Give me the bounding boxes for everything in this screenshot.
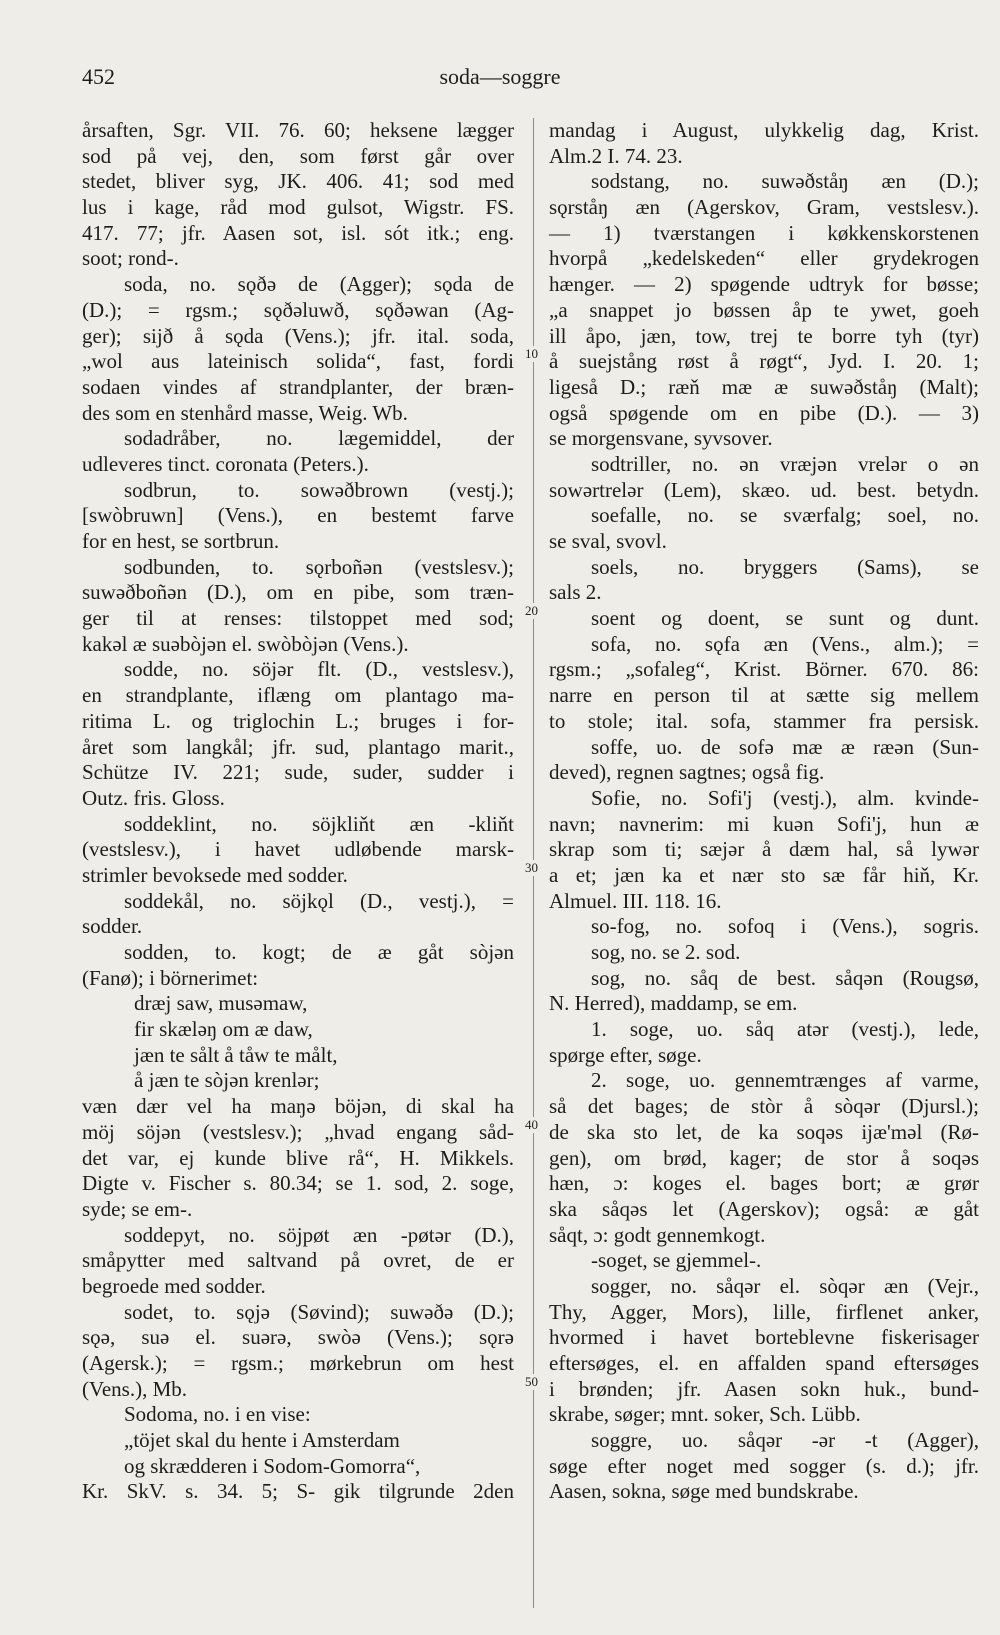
verse-line: å jæn te sòjən krenlər;	[134, 1068, 320, 1093]
left-column	[82, 118, 514, 1505]
text-line: „wol aus lateinisch solida“, fast, fordi	[82, 349, 514, 374]
entry-line: soels, no. bryggers (Sams), se	[591, 554, 979, 579]
text-line: se morgensvane, syvsover.	[549, 426, 773, 451]
text-line: stedet, bliver syg, JK. 406. 41; sod med	[82, 169, 514, 194]
text-line: det var, ej kunde blive rå“, H. Mikkels.	[82, 1145, 514, 1170]
entry-line: sodde, no. söjər flt. (D., vestslesv.),	[124, 657, 514, 682]
text-line: (vestslesv.), i havet udløbende marsk-	[82, 837, 514, 862]
text-line: sǫə, suə el. suərə, swòə (Vens.); sǫrə	[82, 1325, 514, 1350]
page-number: 452	[82, 64, 115, 89]
entry-line: sodden, to. kogt; de æ gåt sòjən	[124, 940, 514, 964]
running-head: soda—soggre	[439, 64, 561, 89]
text-line: sodaen vindes af strandplanter, der bræn-	[82, 374, 514, 399]
text-line: narre en person til at sætte sig mellem	[549, 683, 979, 708]
verse-line: væn dær vel ha maŋə böjən, di skal ha	[82, 1094, 514, 1119]
text-line: også spøgende om en pibe (D.). — 3)	[549, 400, 979, 425]
entry-line: sodbunden, to. sǫrboñən (vestslesv.);	[124, 554, 514, 579]
text-line: Kr. SkV. s. 34. 5; S- gik tilgrunde 2den	[82, 1479, 514, 1504]
entry-line: sofa, no. sǫfa æn (Vens., alm.); =	[591, 631, 979, 656]
entry-line: 2. soge, uo. gennemtrænges af varme,	[591, 1068, 979, 1093]
text-line: ritima L. og triglochin L.; bruges i for-	[82, 708, 514, 733]
text-line: a et; jæn ka et nær sto sæ får hiň, Kr.	[549, 862, 979, 887]
text-line: „a snappet jo bøssen åp te ywet, goeh	[549, 297, 979, 322]
text-line: eftersøges, el. en affalden spand eftersøges	[549, 1351, 979, 1375]
text-line: sowərtrelər (Lem), skæo. ud. best. betydn.	[549, 477, 979, 502]
text-line: Aasen, sokna, søge med bundskrabe.	[549, 1479, 859, 1504]
text-line: Thy, Agger, Mors), lille, firflenet anker,	[549, 1299, 979, 1324]
text-line: årsaften, Sgr. VII. 76. 60; heksene lægger	[82, 118, 514, 142]
text-line: syde; se em-.	[82, 1196, 193, 1221]
entry-line: Sofie, no. Sofi'j (vestj.), alm. kvinde-	[591, 785, 979, 810]
line-number: 10	[525, 346, 538, 361]
entry-line: soddeklint, no. söjkliňt æn -kliňt	[124, 811, 514, 836]
entry-line: sogger, no. såqər el. sòqər æn (Vejr.,	[591, 1273, 979, 1298]
text-line: 417. 77; jfr. Aasen sot, isl. sót itk.; eng.	[82, 220, 514, 245]
text-line: (Fanø); i börnerimet:	[82, 965, 259, 990]
entry-line: soggre, uo. såqər -ər -t (Agger),	[591, 1428, 979, 1453]
entry-line: soefalle, no. se sværfalg; soel, no.	[591, 503, 979, 528]
entry-line: 1. soge, uo. såq atər (vestj.), lede,	[591, 1017, 979, 1042]
entry-line: soffe, uo. de sofə mæ æ ræən (Sun-	[591, 734, 979, 759]
verse-line: dræj saw, musəmaw,	[134, 991, 308, 1016]
text-line: Schütze IV. 221; sude, suder, sudder i	[82, 760, 514, 785]
text-line: (Agersk.); = rgsm.; mørkebrun om hest	[82, 1351, 514, 1375]
verse-line: „töjet skal du hente i Amsterdam	[124, 1428, 400, 1453]
text-line: skrabe, søger; mnt. soker, Sch. Lübb.	[549, 1402, 861, 1427]
entry-line: sog, no. såq de best. såqən (Rougsø,	[591, 965, 979, 990]
text-line: spørge efter, søge.	[549, 1042, 702, 1067]
text-line: des som en stenhård masse, Weig. Wb.	[82, 400, 408, 425]
text-line: [swòbruwn] (Vens.), en bestemt farve	[82, 503, 514, 528]
verse-line: fir skæləŋ om æ daw,	[134, 1017, 313, 1042]
text-line: året som langkål; jfr. sud, plantago marit.,	[82, 734, 514, 759]
text-line: ger); sijð å sǫda (Vens.); jfr. ital. soda,	[82, 323, 514, 348]
entry-line: sodbrun, to. sowəðbrown (vestj.);	[124, 477, 514, 502]
entry-line: sodadråber, no. lægemiddel, der	[124, 426, 514, 451]
text-line: lus i kage, råd mod gulsot, Wigstr. FS.	[82, 195, 514, 220]
text-line: navn; navnerim: mi kuən Sofi'j, hun æ	[549, 811, 979, 836]
text-line: sodder.	[82, 914, 143, 939]
text-line: deved), regnen sagtnes; også fig.	[549, 760, 825, 785]
text-line: Digte v. Fischer s. 80.34; se 1. sod, 2. soge,	[82, 1171, 514, 1196]
entry-line: Sodoma, no. i en vise:	[124, 1402, 311, 1427]
line-number: 40	[525, 1117, 538, 1132]
verse-line: jæn te sålt å tåw te målt,	[134, 1042, 338, 1067]
text-line: ska såqəs let (Agerskov); også: æ gåt	[549, 1196, 979, 1221]
text-line: strimler bevoksede med sodder.	[82, 862, 348, 887]
text-line: i brønden; jfr. Aasen sokn huk., bund-	[549, 1376, 979, 1401]
line-number: 20	[525, 603, 538, 618]
entry-line: sog, no. se 2. sod.	[591, 940, 741, 964]
text-line: — 1) tværstangen i køkkenskorstenen	[549, 220, 979, 245]
text-line: Almuel. III. 118. 16.	[549, 888, 722, 913]
text-line: en strandplante, iflæng om plantago ma-	[82, 683, 514, 708]
text-line: ill åpo, jæn, tow, trej te borre tyh (tyr)	[549, 323, 979, 348]
text-line: suwəðboñən (D.), om en pibe, som træn-	[82, 580, 514, 605]
text-line: gen), om brød, kager; de stor å soqəs	[549, 1145, 979, 1170]
text-line: mandag i August, ulykkelig dag, Krist.	[549, 118, 979, 142]
text-line: sǫrståŋ æn (Agerskov, Gram, vestslesv.).	[549, 195, 979, 220]
text-line: for en hest, se sortbrun.	[82, 529, 280, 553]
entry-line: so-fog, no. sofoq i (Vens.), sogris.	[591, 914, 979, 939]
entry-line: soddekål, no. söjkǫl (D., vestj.), =	[124, 888, 514, 913]
entry-line: soda, no. sǫðə de (Agger); sǫda de	[124, 272, 514, 297]
text-line: kakəl æ suəbòjən el. swòbòjən (Vens.).	[82, 631, 409, 656]
text-line: hvorpå „kedelskeden“ eller grydekrogen	[549, 246, 979, 271]
text-line: se sval, svovl.	[549, 529, 667, 553]
text-line: udleveres tinct. coronata (Peters.).	[82, 451, 369, 476]
text-line: Outz. fris. Gloss.	[82, 785, 225, 810]
text-line: de ska sto let, de ka soqəs ijæ'məl (Rø-	[549, 1119, 979, 1144]
text-line: (D.); = rgsm.; sǫðəluwð, sǫðəwan (Ag-	[82, 297, 514, 322]
entry-line: sodet, to. sǫjə (Søvind); suwəðə (D.);	[124, 1299, 514, 1324]
text-line: så det bages; de stòr å sòqər (Djursl.);	[549, 1094, 979, 1119]
right-column	[549, 118, 979, 1505]
text-line: to stole; ital. sofa, stammer fra persisk.	[549, 708, 979, 733]
text-line: søge efter noget med sogger (s. d.); jfr.	[549, 1453, 979, 1478]
verse-line: og skrædderen i Sodom-Gomorra“,	[124, 1453, 421, 1478]
text-line: hvormed i havet borteblevne fiskerisager	[549, 1325, 979, 1350]
text-line: sod på vej, den, som først går over	[82, 143, 514, 168]
text-line: Alm.2 I. 74. 23.	[549, 143, 683, 168]
text-line: rgsm.; „sofaleg“, Krist. Börner. 670. 86:	[549, 657, 979, 682]
text-line: ligeså D.; ræň mæ æ suwəðståŋ (Malt);	[549, 374, 979, 399]
text-line: småpytter med saltvand på ovret, de er	[82, 1248, 514, 1273]
line-number: 50	[525, 1374, 538, 1389]
text-line: ger til at renses: tilstoppet med sod;	[82, 606, 514, 631]
text-line: soot; rond-.	[82, 246, 179, 271]
entry-line: -soget, se gjemmel-.	[591, 1248, 762, 1273]
entry-line: soddepyt, no. söjpøt æn -pøtər (D.),	[124, 1222, 514, 1247]
entry-line: soent og doent, se sunt og dunt.	[591, 606, 979, 631]
line-number: 30	[525, 860, 538, 875]
text-line: möj söjən (vestslesv.); „hvad engang såd-	[82, 1119, 514, 1144]
entry-line: sodstang, no. suwəðståŋ æn (D.);	[591, 169, 979, 194]
text-line: hæn, ɔ: koges el. bages bort; æ grør	[549, 1171, 979, 1196]
text-line: skrap som ti; sæjər å dæm hal, så lywər	[549, 837, 979, 862]
text-line: sals 2.	[549, 580, 602, 605]
entry-line: sodtriller, no. ən vræjən vrelər o ən	[591, 451, 979, 476]
text-line: N. Herred), maddamp, se em.	[549, 991, 798, 1016]
text-line: begroede med sodder.	[82, 1273, 266, 1298]
text-line: (Vens.), Mb.	[82, 1376, 187, 1401]
text-line: såqt, ɔ: godt gennemkogt.	[549, 1222, 766, 1247]
text-line: hænger. — 2) spøgende udtryk for bøsse;	[549, 272, 979, 297]
text-line: å suejstång røst å røgt“, Jyd. I. 20. 1;	[549, 349, 979, 374]
